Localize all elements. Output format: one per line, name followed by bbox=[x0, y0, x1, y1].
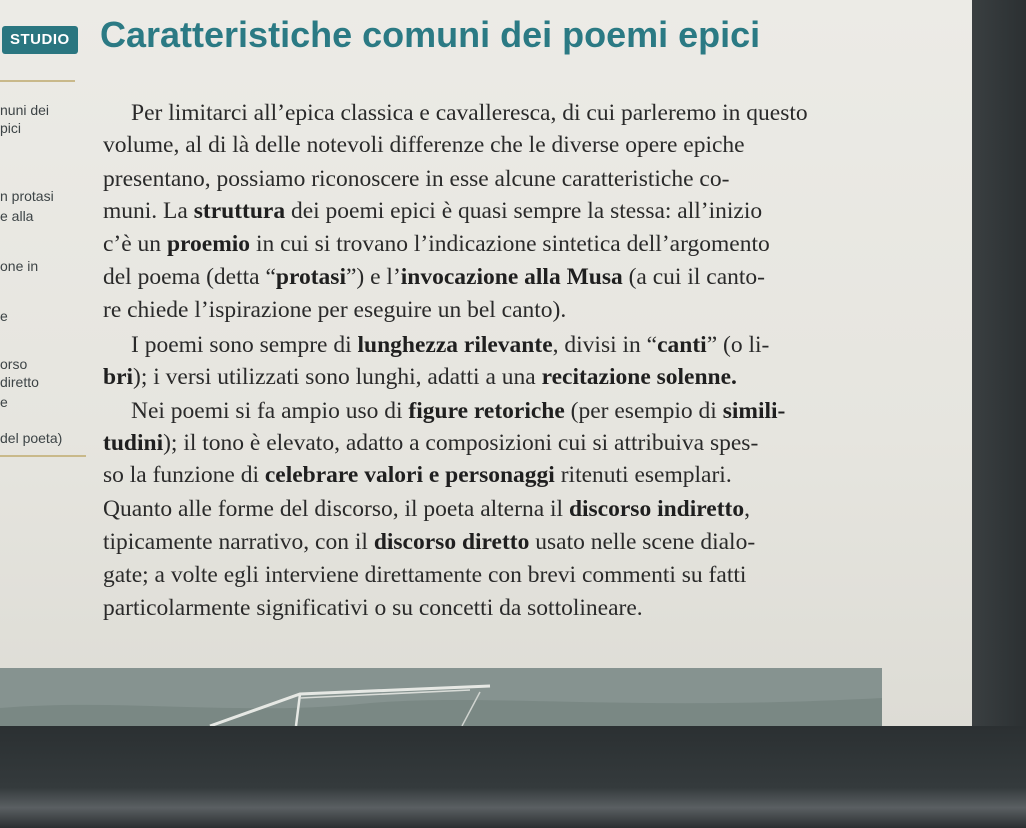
page-title: Caratteristiche comuni dei poemi epici bbox=[100, 14, 761, 55]
margin-note: nuni dei bbox=[0, 102, 50, 118]
text-line: bri); i versi utilizzati sono lunghi, adatti a una recitazione solenne. bbox=[103, 364, 737, 390]
illustration-sketch bbox=[0, 668, 882, 726]
margin-note: e bbox=[0, 394, 8, 410]
margin-note: one in bbox=[0, 258, 39, 274]
margin-note: diretto bbox=[0, 374, 39, 390]
text-line: so la funzione di celebrare valori e personaggi ritenuti esemplari. bbox=[103, 462, 732, 488]
text-line: presentano, possiamo riconoscere in esse alcune caratteristiche co- bbox=[103, 166, 730, 192]
text-line: tipicamente narrativo, con il discorso diretto usato nelle scene dialo- bbox=[103, 529, 756, 555]
margin-note: pici bbox=[0, 120, 22, 136]
text-line: volume, al di là delle notevoli differenze che le diverse opere epiche bbox=[103, 132, 745, 158]
text-line: del poema (detta “protasi”) e l’invocazione alla Musa (a cui il canto- bbox=[103, 264, 765, 290]
text-line: c’è un proemio in cui si trovano l’indicazione sintetica dell’argomento bbox=[103, 231, 770, 257]
text-line: re chiede l’ispirazione per eseguire un bel canto). bbox=[103, 297, 567, 323]
text-line: tudini); il tono è elevato, adatto a composizioni cui si attribuiva spes- bbox=[103, 430, 759, 456]
text-line: muni. La struttura dei poemi epici è quasi sempre la stessa: all’inizio bbox=[103, 198, 763, 224]
illustration-strip bbox=[0, 668, 882, 726]
text-line: Quanto alle forme del discorso, il poeta alterna il discorso indiretto, bbox=[103, 496, 750, 522]
text-line: gate; a volte egli interviene direttamente con brevi commenti su fatti bbox=[103, 562, 747, 588]
text-line: Nei poemi si fa ampio uso di figure retoriche (per esempio di simili- bbox=[131, 398, 786, 424]
background-right bbox=[972, 0, 1026, 740]
text-line: Per limitarci all’epica classica e cavalleresca, di cui parleremo in questo bbox=[131, 100, 808, 126]
margin-rule-top bbox=[0, 80, 75, 82]
studio-badge: STUDIO bbox=[2, 26, 78, 54]
margin-note: e bbox=[0, 308, 8, 324]
margin-note: orso bbox=[0, 356, 28, 372]
text-line: particolarmente significativi o su concetti da sottolineare. bbox=[103, 595, 643, 621]
margin-note: del poeta) bbox=[0, 430, 63, 446]
margin-note: n protasi bbox=[0, 188, 54, 204]
text-line: I poemi sono sempre di lunghezza rilevante, divisi in “canti” (o li- bbox=[131, 332, 770, 358]
margin-note: e alla bbox=[0, 208, 34, 224]
background-bottom bbox=[0, 726, 1026, 828]
